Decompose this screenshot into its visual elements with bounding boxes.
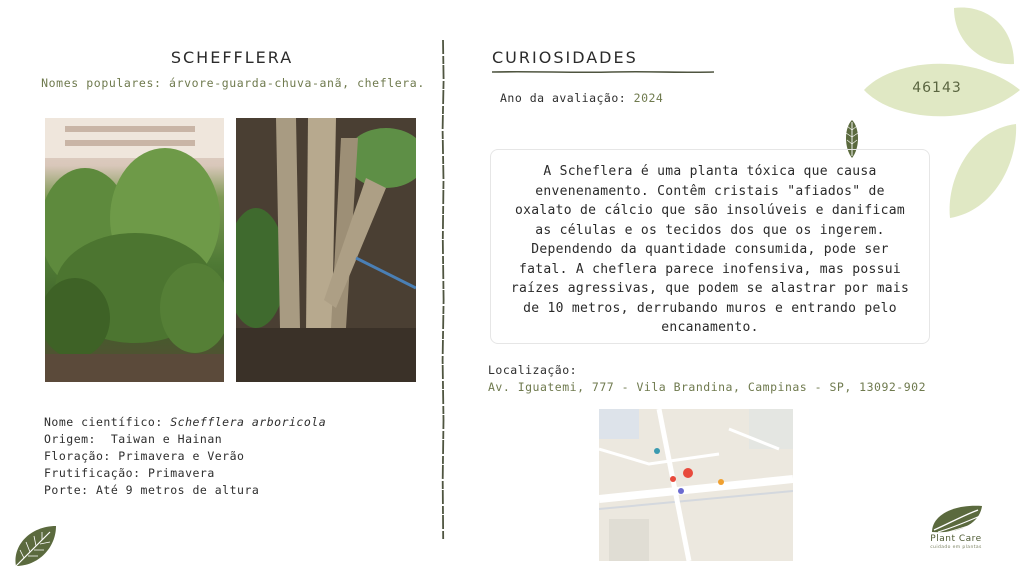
fact-scientific-name: Nome científico: Schefflera arboricola — [44, 415, 327, 429]
curiosities-title: CURIOSIDADES — [492, 48, 638, 67]
leaf-decoration-icon — [10, 522, 60, 570]
plant-facts — [44, 414, 326, 499]
plant-care-logo — [928, 502, 986, 536]
evaluation-year-value: 2024 — [633, 91, 664, 105]
popular-names-value: árvore-guarda-chuva-anã, cheflera. — [169, 76, 425, 90]
popular-names-label: Nomes populares: — [41, 76, 162, 90]
fact-origin: Origem: Taiwan e Hainan — [44, 432, 223, 446]
curiosities-description: A Scheflera é uma planta tóxica que causa envenenamento. Contêm cristais "afiados" de oxalato de cálcio que são insolúveis e danificam as células e os tecidos dos que os ingerem. Dependendo da quantidade consumida, pode ser fatal. A cheflera parece inofensiva, mas possui raízes agressivas, que podem se alastrar por mais de 10 metros, derrubando muros e entrando pelo encanamento. — [510, 164, 910, 335]
plant-title: SCHEFFLERA — [170, 48, 294, 67]
plant-photo-garden — [45, 118, 224, 382]
fact-size: Porte: Até 9 metros de altura — [44, 483, 260, 497]
popular-names — [0, 76, 466, 90]
fact-flowering: Floração: Primavera e Verão — [44, 449, 245, 463]
brand-name: Plant Care — [930, 534, 982, 544]
location-map[interactable] — [599, 409, 793, 561]
decorative-leaf-bottom-icon — [946, 120, 1020, 220]
fact-fruiting: Frutificação: Primavera — [44, 466, 215, 480]
column-divider — [440, 40, 446, 540]
location-address: Av. Iguatemi, 777 - Vila Brandina, Campinas - SP, 13092-902 — [488, 380, 926, 394]
curiosities-box — [490, 149, 930, 344]
evaluation-year-label: Ano da avaliação: — [500, 91, 627, 105]
plant-photo-trunks — [236, 118, 416, 382]
location-label: Localização: — [488, 363, 578, 377]
brand-tagline: cuidado em plantas — [930, 545, 982, 550]
curiosities-underline — [492, 70, 714, 74]
evaluation-year — [500, 91, 663, 105]
plant-id-number: 46143 — [912, 80, 962, 96]
